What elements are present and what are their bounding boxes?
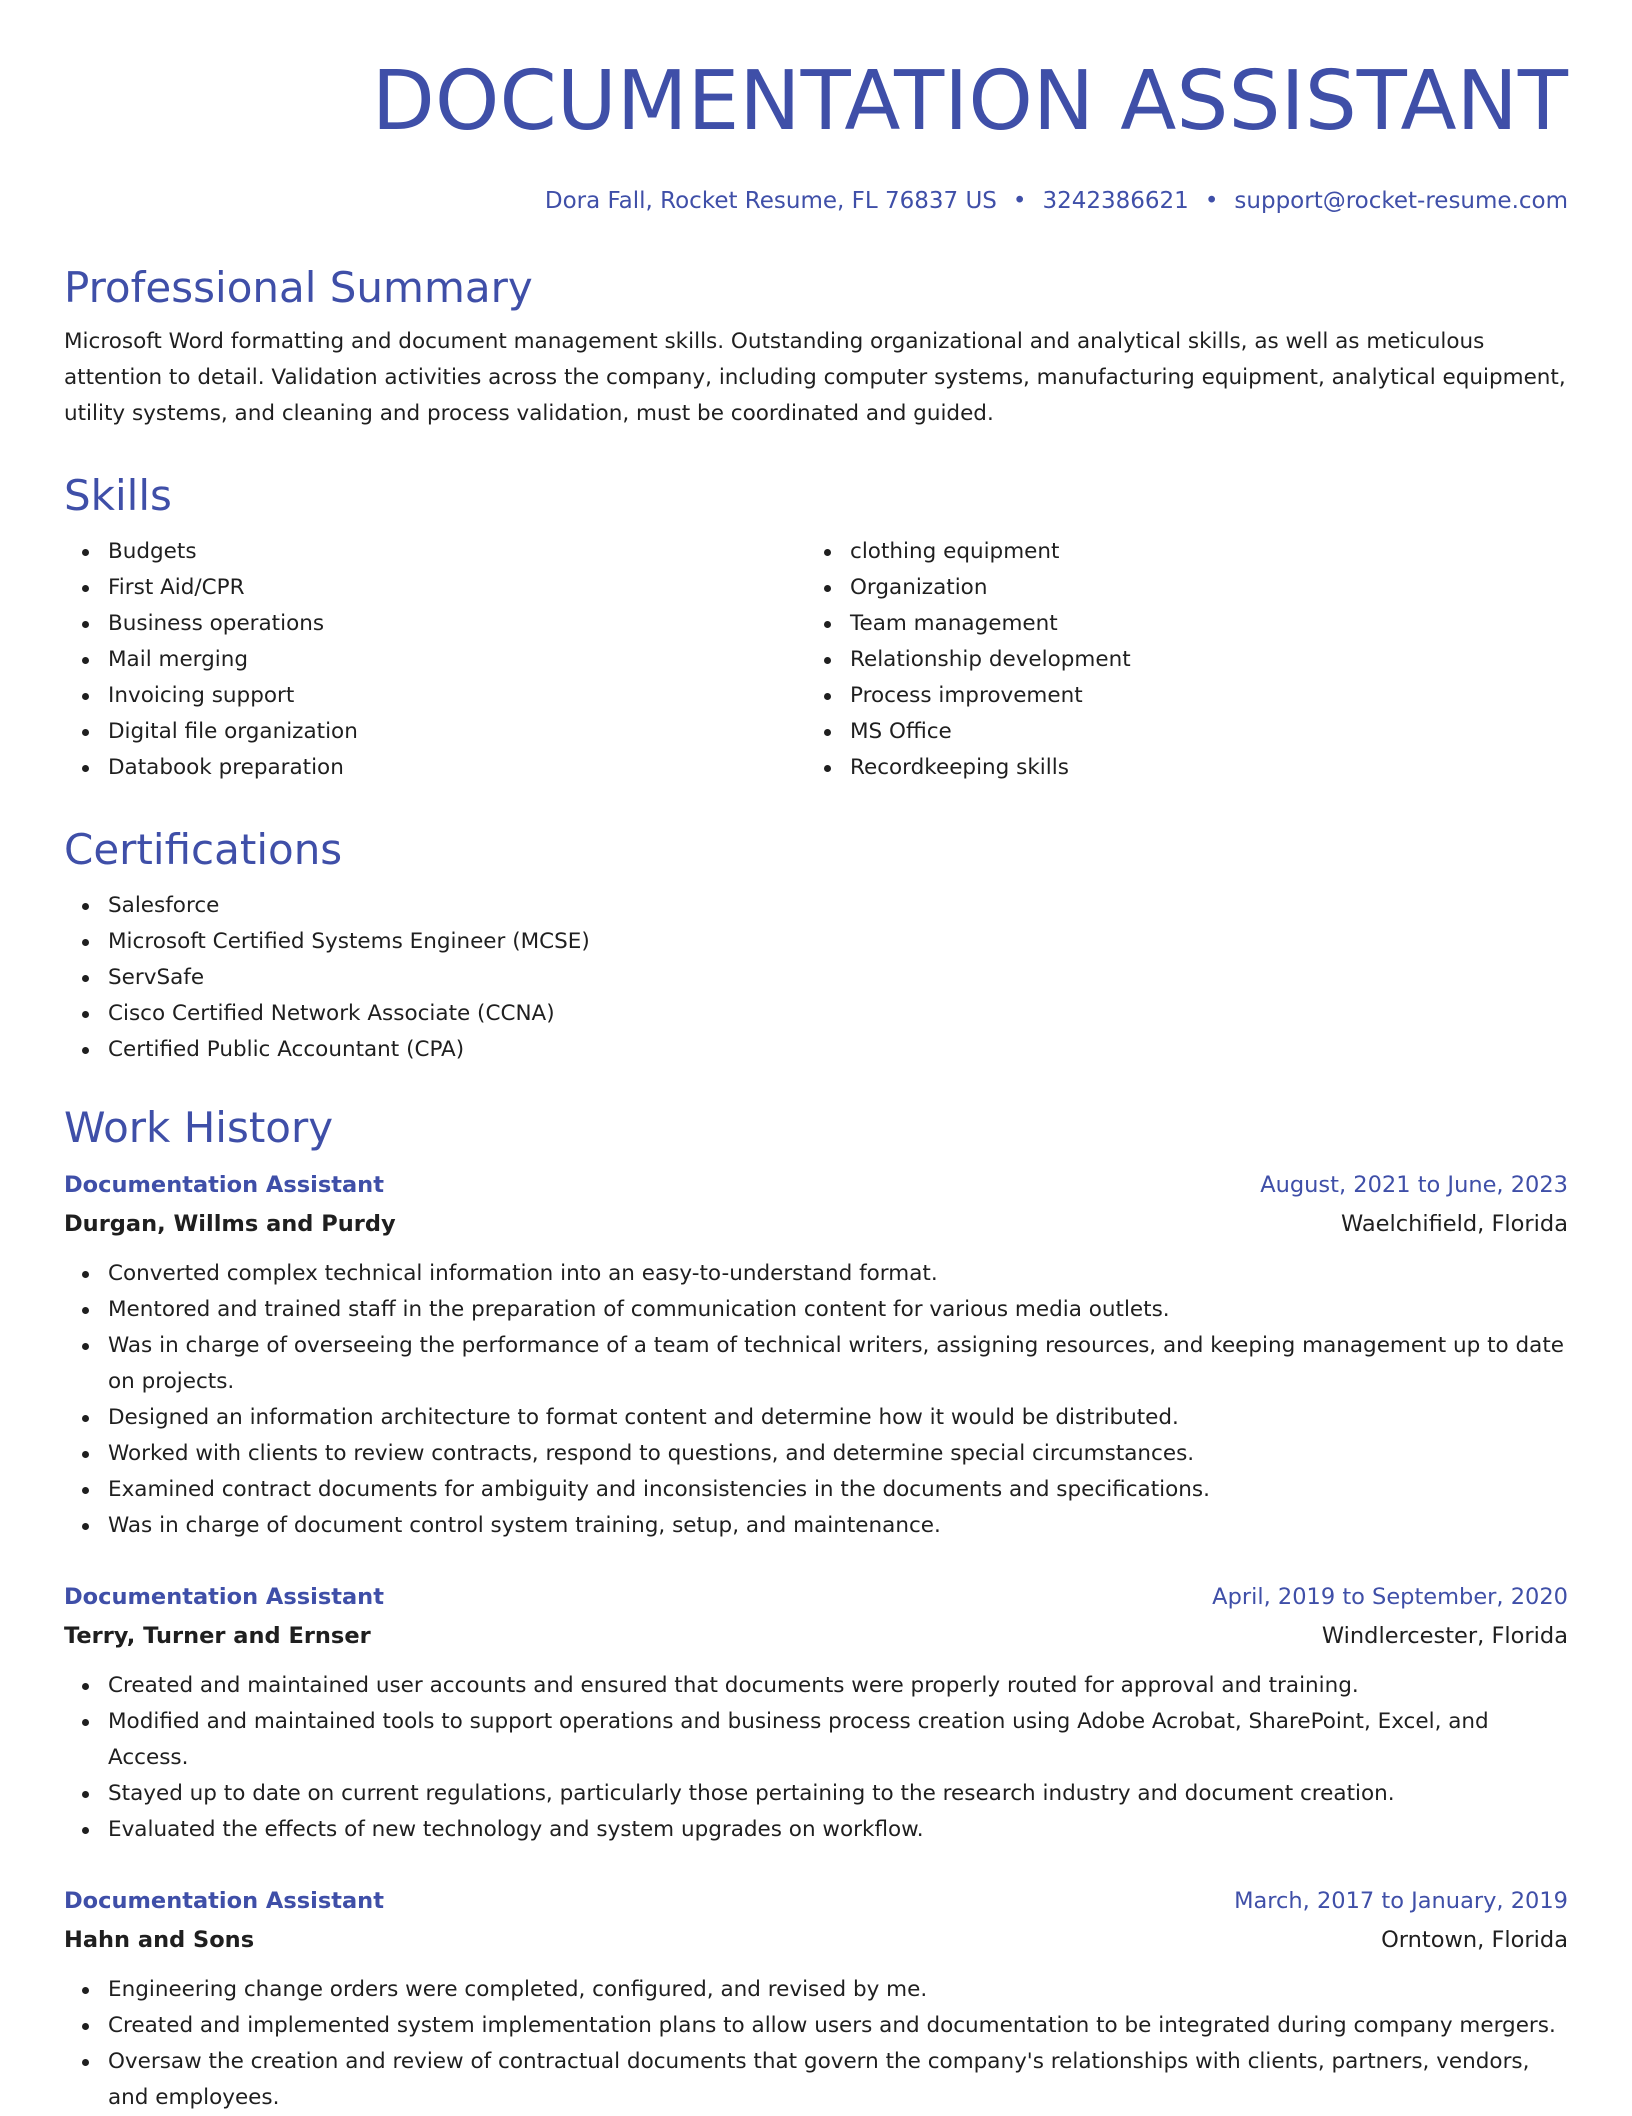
certification-item: Microsoft Certified Systems Engineer (MCSE) — [108, 924, 1568, 960]
skill-item: First Aid/CPR — [108, 570, 806, 606]
section-heading: Professional Summary — [64, 263, 533, 312]
skill-item: Recordkeeping skills — [850, 750, 1548, 786]
certification-item: Salesforce — [108, 888, 1568, 924]
job-bullets — [64, 1972, 1568, 2116]
contact-separator: • — [1204, 188, 1219, 214]
job-header — [64, 1578, 1568, 1616]
skill-item: Process improvement — [850, 678, 1548, 714]
job-subheader — [64, 1920, 1568, 1960]
work-history-section — [64, 1100, 1568, 2116]
contact-phone: 3242386621 — [1042, 188, 1189, 214]
job-company: Durgan, Willms and Purdy — [64, 1211, 396, 1237]
job-entry — [64, 1882, 1568, 2116]
job-bullet: Designed an information architecture to format content and determine how it would be distributed. — [108, 1400, 1568, 1436]
job-company: Terry, Turner and Ernser — [64, 1623, 371, 1649]
contact-address: Dora Fall, Rocket Resume, FL 76837 US — [544, 188, 997, 214]
job-dates: August, 2021 to June, 2023 — [1260, 1172, 1568, 1198]
skill-item: Databook preparation — [108, 750, 806, 786]
job-header — [64, 1166, 1568, 1204]
job-title: Documentation Assistant — [64, 1172, 384, 1198]
skills-section — [64, 468, 1568, 786]
job-entry — [64, 1166, 1568, 1544]
job-bullet: Stayed up to date on current regulations, particularly those pertaining to the research industry and document creation. — [108, 1776, 1568, 1812]
certification-item: Cisco Certified Network Associate (CCNA) — [108, 996, 1568, 1032]
section-heading: Skills — [64, 471, 172, 520]
job-location: Waelchifield, Florida — [1341, 1211, 1568, 1237]
skills-column-left — [64, 524, 806, 786]
contact-email[interactable]: support@rocket-resume.com — [1234, 188, 1568, 214]
skill-item: clothing equipment — [850, 534, 1548, 570]
skill-item: Team management — [850, 606, 1548, 642]
job-dates: April, 2019 to September, 2020 — [1212, 1584, 1568, 1610]
job-bullet: Converted complex technical information into an easy-to-understand format. — [108, 1256, 1568, 1292]
job-bullet: Mentored and trained staff in the preparation of communication content for various media outlets. — [108, 1292, 1568, 1328]
job-bullet: Was in charge of overseeing the performance of a team of technical writers, assigning resources, and keeping management up to date on projects. — [108, 1328, 1568, 1400]
job-bullet: Created and maintained user accounts and ensured that documents were properly routed for approval and training. — [108, 1668, 1568, 1704]
skill-item: Invoicing support — [108, 678, 806, 714]
job-title: Documentation Assistant — [64, 1888, 384, 1914]
job-bullet: Evaluated the effects of new technology and system upgrades on workflow. — [108, 1812, 1568, 1848]
skill-item: Budgets — [108, 534, 806, 570]
job-bullet: Modified and maintained tools to support operations and business process creation using Adobe Acrobat, SharePoint, Excel, and Access. — [108, 1704, 1568, 1776]
job-bullet: Was in charge of document control system training, setup, and maintenance. — [108, 1508, 1568, 1544]
certifications-list — [64, 888, 1568, 1068]
job-bullet: Examined contract documents for ambiguity and inconsistencies in the documents and specifications. — [108, 1472, 1568, 1508]
certification-item: Certified Public Accountant (CPA) — [108, 1032, 1568, 1068]
skill-item: Business operations — [108, 606, 806, 642]
job-subheader — [64, 1616, 1568, 1656]
contact-separator: • — [1012, 188, 1027, 214]
job-entry — [64, 1578, 1568, 1848]
job-bullets — [64, 1256, 1568, 1544]
job-location: Windlercester, Florida — [1321, 1623, 1568, 1649]
job-bullet: Oversaw the creation and review of contractual documents that govern the company's relationships with clients, partners, vendors, and employees. — [108, 2044, 1568, 2116]
job-header — [64, 1882, 1568, 1920]
job-title: Documentation Assistant — [64, 1584, 384, 1610]
job-dates: March, 2017 to January, 2019 — [1234, 1888, 1568, 1914]
section-heading: Certifications — [64, 825, 343, 874]
summary-text: Microsoft Word formatting and document management skills. Outstanding organizational and analytical skills, as well as meticulous attention to detail. Validation activities across the company, including computer systems, manufacturing equipment, analytical equipment, utility systems, and cleaning and process validation, must be coordinated and guided. — [64, 329, 1566, 426]
resume-title: DOCUMENTATION ASSISTANT — [371, 54, 1568, 149]
job-bullet: Engineering change orders were completed, configured, and revised by me. — [108, 1972, 1568, 2008]
job-bullet: Worked with clients to review contracts, respond to questions, and determine special circumstances. — [108, 1436, 1568, 1472]
skills-columns — [64, 524, 1568, 786]
job-subheader — [64, 1204, 1568, 1244]
job-bullets — [64, 1668, 1568, 1848]
section-heading: Work History — [64, 1103, 334, 1152]
resume-page — [64, 0, 1568, 2110]
skill-item: Mail merging — [108, 642, 806, 678]
skills-list — [64, 534, 806, 786]
skill-item: Organization — [850, 570, 1548, 606]
job-company: Hahn and Sons — [64, 1927, 255, 1953]
skill-item: MS Office — [850, 714, 1548, 750]
certifications-section — [64, 822, 1568, 1068]
skill-item: Digital file organization — [108, 714, 806, 750]
skills-column-right — [806, 524, 1548, 786]
skill-item: Relationship development — [850, 642, 1548, 678]
professional-summary-section — [64, 260, 1568, 432]
job-bullet: Created and implemented system implementation plans to allow users and documentation to be integrated during company mergers. — [108, 2008, 1568, 2044]
skills-list — [806, 534, 1548, 786]
contact-line — [64, 186, 1568, 216]
certification-item: ServSafe — [108, 960, 1568, 996]
job-location: Orntown, Florida — [1381, 1927, 1568, 1953]
